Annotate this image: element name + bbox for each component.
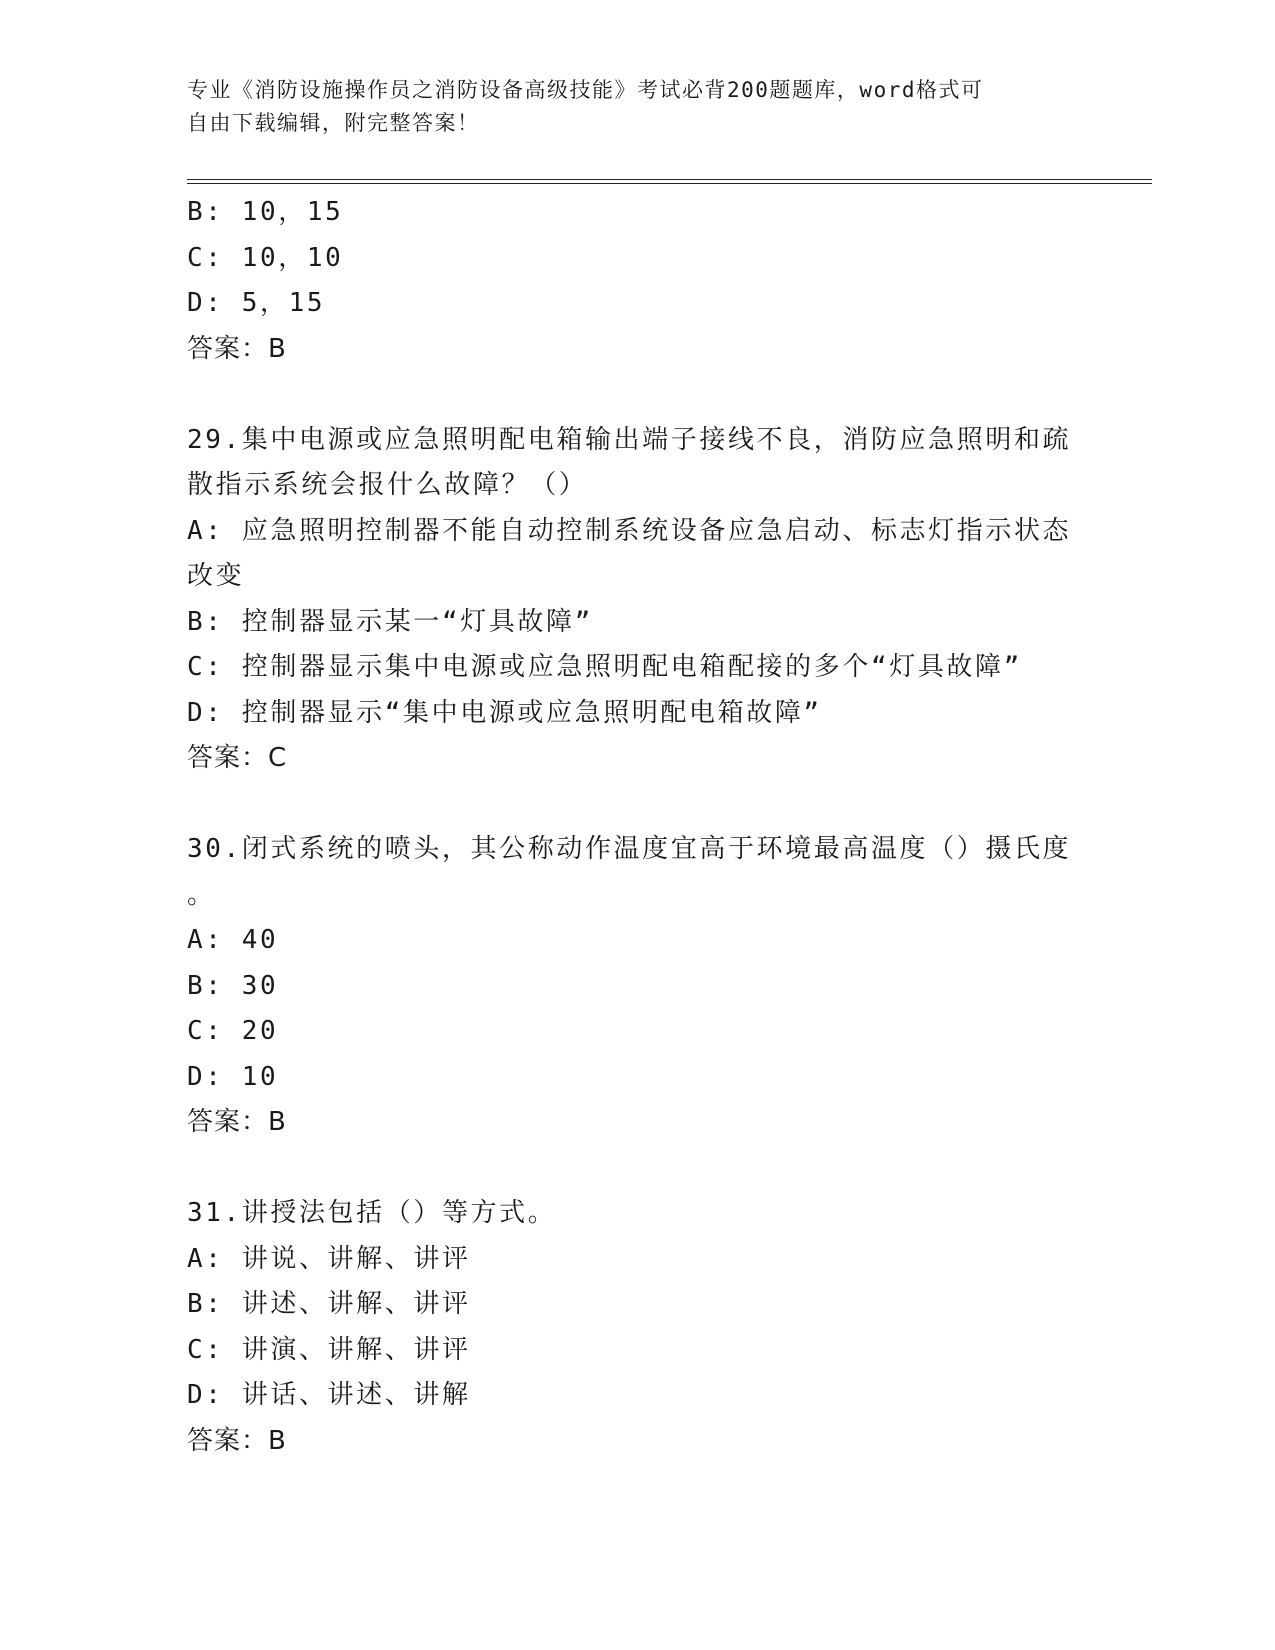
q30-option-d: D: 10 (187, 1061, 279, 1092)
prev-option-b: B: 10，15 (187, 197, 344, 227)
q31-option-b: B: 讲述、讲解、讲评 (187, 1289, 471, 1319)
spacer (187, 372, 1087, 418)
q29-option-a-line-1: A: 应急照明控制器不能自动控制系统设备应急启动、标志灯指示状态 (187, 515, 1072, 546)
q29-option-a-line-2: 改变 (187, 561, 245, 591)
q31-stem: 31.讲授法包括（）等方式。 (187, 1198, 557, 1228)
spacer (187, 782, 1087, 828)
prev-option-c: C: 10，10 (187, 242, 344, 273)
question-31 (187, 1191, 1087, 1464)
header-title-line-2: 自由下载编辑，附完整答案！ (187, 111, 480, 135)
q31-answer: 答案：B (187, 1425, 287, 1456)
q29-answer: 答案：C (187, 743, 288, 773)
question-list (187, 190, 1087, 1464)
q30-stem-line-2: 。 (187, 879, 216, 910)
q30-option-a: A: 40 (187, 925, 279, 955)
q29-option-d: D: 控制器显示“集中电源或应急照明配电箱故障” (187, 697, 822, 728)
prev-option-d: D: 5，15 (187, 288, 326, 318)
q29-option-c: C: 控制器显示集中电源或应急照明配电箱配接的多个“灯具故障” (187, 652, 1022, 682)
q31-option-c: C: 讲演、讲解、讲评 (187, 1334, 471, 1365)
header-title-line-1: 专业《消防设施操作员之消防设备高级技能》考试必背200题题库，word格式可 (187, 78, 984, 102)
q30-stem-line-1: 30.闭式系统的喷头，其公称动作温度宜高于环境最高温度（）摄氏度 (187, 834, 1072, 864)
q29-stem-line-1: 29.集中电源或应急照明配电箱输出端子接线不良，消防应急照明和疏 (187, 424, 1072, 455)
q30-option-c: C: 20 (187, 1016, 279, 1046)
q30-option-b: B: 30 (187, 970, 279, 1001)
prev-question (187, 190, 1087, 372)
q29-option-b: B: 控制器显示某一“灯具故障” (187, 606, 593, 637)
q30-answer: 答案：B (187, 1107, 287, 1137)
q31-option-a: A: 讲说、讲解、讲评 (187, 1243, 471, 1274)
spacer (187, 1146, 1087, 1192)
question-29 (187, 418, 1087, 782)
document-header (187, 74, 1067, 140)
q29-stem-line-2: 散指示系统会报什么故障？（） (187, 470, 588, 500)
header-divider-bottom (187, 183, 1152, 184)
prev-answer: 答案：B (187, 333, 287, 364)
q31-option-d: D: 讲话、讲述、讲解 (187, 1380, 471, 1410)
question-30 (187, 827, 1087, 1146)
header-divider-top (187, 179, 1152, 180)
